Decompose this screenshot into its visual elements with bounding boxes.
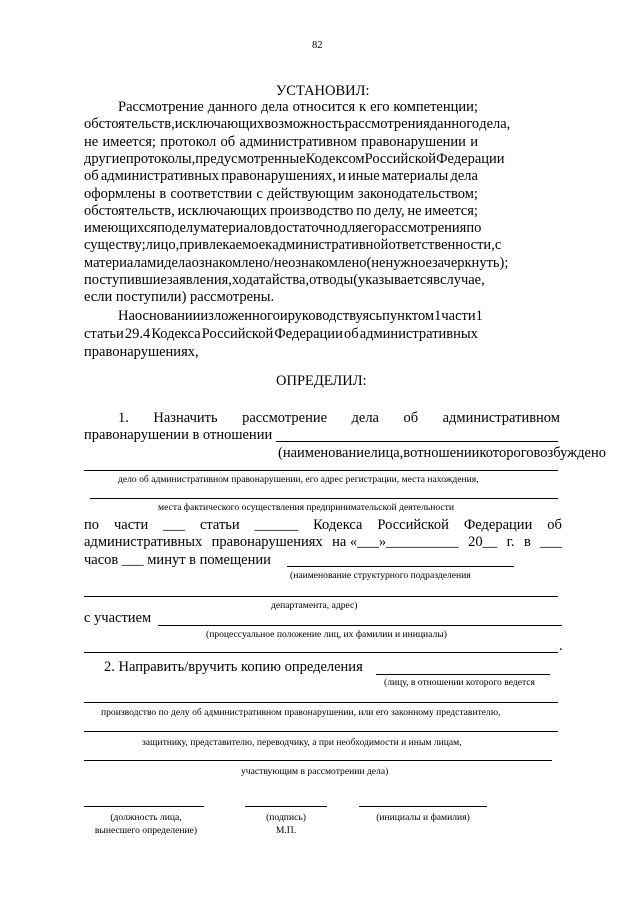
word: рассмотрения — [381, 220, 467, 237]
signature-line-initials — [359, 806, 487, 807]
word: возбуждено — [533, 445, 606, 461]
word: правонарушениях, — [221, 168, 336, 185]
hint-proceedings: производство по делу об административном правонарушении, или его законному представителю, — [101, 707, 501, 718]
word: Российской — [201, 326, 274, 342]
word: и — [279, 308, 288, 324]
word: Федерации — [463, 517, 533, 533]
word: 1 — [475, 308, 483, 324]
word: основании — [134, 308, 201, 324]
word: по — [84, 517, 100, 533]
word: статьи — [84, 326, 124, 342]
hint-person: (лицу, в отношении которого ведется — [384, 677, 535, 688]
word: по — [157, 220, 173, 237]
word: оформлены — [84, 185, 156, 202]
word: протоколы, — [125, 150, 196, 167]
word: исключающих — [174, 116, 265, 133]
paragraph-established-last-line: если поступили) рассмотрены. — [84, 289, 275, 305]
word: об — [403, 410, 419, 426]
item2-text: 2. Направить/вручить копию определения — [104, 659, 363, 675]
word: правонарушениях — [211, 534, 323, 550]
word: отношении — [410, 445, 480, 461]
word: его — [370, 99, 390, 115]
word: и — [338, 168, 346, 185]
page-number: 82 — [312, 40, 323, 51]
word: административных — [100, 168, 220, 185]
fill-line-case — [84, 470, 558, 471]
word: части — [113, 517, 149, 533]
word: не — [407, 202, 422, 219]
word: материалами — [84, 254, 165, 271]
word: административных — [359, 326, 478, 342]
word: существу; — [84, 237, 146, 254]
word: административном — [239, 133, 357, 150]
word: руководствуясь — [287, 308, 383, 324]
word: Федерации — [274, 326, 343, 342]
fill-line-participants-2 — [84, 652, 558, 653]
justified-line — [84, 168, 478, 185]
hint-defender: защитнику, представителю, переводчику, а при необходимости и иным лицам, — [142, 737, 462, 748]
word: дела — [351, 410, 379, 426]
word: (указывается — [353, 272, 434, 288]
fill-line-participating — [84, 760, 552, 761]
word: имеющихся — [84, 220, 158, 237]
word: законодательством; — [357, 185, 478, 202]
word: Кодекса — [151, 326, 201, 342]
hint-unit: (наименование структурного подразделения — [290, 570, 471, 581]
justified-line — [84, 272, 485, 289]
sig-position-label-1: (должность лица, — [110, 812, 182, 823]
justified-line — [84, 203, 478, 220]
word: ___ — [540, 534, 562, 550]
justified-line — [84, 326, 478, 343]
word: исключающих — [177, 202, 268, 219]
word: в — [159, 185, 167, 202]
justified-line — [84, 150, 505, 168]
word: иные — [347, 168, 380, 185]
word: имеется; — [424, 202, 478, 219]
word: предусмотренные — [195, 150, 306, 167]
word: соответствии — [170, 185, 253, 202]
word: производство — [269, 202, 354, 219]
word: зачеркнуть); — [431, 254, 509, 271]
word: правонарушении — [361, 133, 466, 150]
word: рассмотрения — [344, 116, 430, 133]
word: лица, — [370, 445, 404, 461]
word: Кодексом — [305, 150, 365, 167]
fill-line-defender — [84, 731, 558, 732]
word: в — [433, 272, 441, 288]
word: протокол — [160, 133, 217, 150]
word: действующим — [266, 185, 354, 202]
sig-position-label-2: вынесшего определение) — [94, 825, 198, 836]
justified-line — [278, 445, 606, 462]
word: ______ — [254, 517, 299, 533]
justified-line — [84, 517, 562, 534]
word: административных — [84, 534, 203, 550]
word: лицо, — [145, 237, 180, 254]
with-participation-label: с участием — [84, 610, 152, 626]
word: заявления, — [166, 272, 232, 288]
word: ознакомлено — [288, 254, 367, 271]
word: делу — [172, 220, 201, 237]
word: об — [84, 168, 99, 185]
fill-line-participants — [158, 625, 562, 626]
word: Назначить — [153, 410, 218, 426]
hint-dept: департамента, адрес) — [271, 600, 358, 611]
word: случае, — [440, 272, 485, 288]
fill-line-recipient — [376, 674, 550, 675]
word: 1. — [118, 410, 129, 426]
word: дела, — [479, 116, 511, 133]
word: данного — [207, 99, 258, 115]
justified-line — [84, 254, 509, 272]
sig-signature-label: (подпись) — [266, 812, 306, 823]
word: на «___»__________ — [332, 534, 459, 550]
paragraph-basis-last-line: правонарушениях, — [84, 344, 199, 360]
heading-ustanovil: УСТАНОВИЛ: — [276, 83, 370, 99]
justified-line — [84, 186, 478, 203]
line-period: . — [559, 638, 563, 654]
word: другие — [84, 150, 126, 167]
justified-line — [84, 116, 511, 133]
word: дела — [164, 254, 192, 271]
justified-line — [84, 534, 562, 551]
word: обстоятельств, — [84, 202, 175, 219]
word: изложенного — [200, 308, 280, 324]
word: по — [356, 202, 372, 219]
word: с — [256, 185, 263, 202]
justified-line — [118, 99, 478, 116]
word: части — [441, 308, 476, 324]
signature-line-position — [84, 806, 204, 807]
hint-participating: участвующим в рассмотрении дела) — [241, 766, 389, 777]
signature-line-signature — [245, 806, 327, 807]
word: делу, — [374, 202, 405, 219]
word: обстоятельств, — [84, 116, 175, 133]
hint-place: места фактического осуществления предпринимательской деятельности — [158, 502, 454, 513]
word: пунктом — [382, 308, 435, 324]
hint-participants: (процессуальное положение лиц, их фамилии и инициалы) — [206, 629, 447, 640]
word: материалы — [381, 168, 449, 185]
word: административном — [442, 410, 560, 426]
word: Российской — [364, 150, 437, 167]
justified-line — [84, 134, 478, 151]
word: ознакомлено/не — [191, 254, 289, 271]
word: административной — [272, 237, 389, 254]
fill-line-place — [90, 498, 558, 499]
word: ответственности, — [388, 237, 495, 254]
fill-line-proceedings — [84, 702, 558, 703]
word: (ненужное — [366, 254, 432, 271]
fill-line-name — [276, 441, 558, 442]
word: имеется; — [102, 133, 156, 150]
word: ходатайства, — [231, 272, 310, 288]
word: об — [547, 517, 562, 533]
word: по — [466, 220, 482, 237]
word: Российской — [377, 517, 449, 533]
fill-line-room — [287, 566, 514, 567]
word: поступившие — [84, 272, 167, 288]
sig-initials-label: (инициалы и фамилия) — [376, 812, 470, 823]
word: материалов — [200, 220, 272, 237]
word: возможность — [264, 116, 345, 133]
hint-case: дело об административном правонарушении, его адрес регистрации, места нахождения, — [118, 474, 479, 485]
item1-second-line: правонарушении в отношении — [84, 427, 273, 443]
word: в — [523, 534, 531, 550]
word: отводы — [309, 272, 354, 288]
word: Федерации — [436, 150, 505, 167]
word: привлекаемое — [179, 237, 266, 254]
word: г. — [506, 534, 515, 550]
word: которого — [479, 445, 534, 461]
word: об — [343, 326, 359, 342]
justified-line — [84, 237, 502, 254]
heading-opredelil: ОПРЕДЕЛИЛ: — [276, 373, 367, 389]
word: с — [494, 237, 502, 254]
word: 20__ — [468, 534, 498, 550]
word: статьи — [199, 517, 240, 533]
word: дела — [261, 99, 289, 115]
sig-stamp-label: М.П. — [275, 825, 297, 836]
word: 29.4 — [124, 326, 151, 342]
word: компетенции; — [393, 99, 478, 115]
word: к — [265, 237, 273, 254]
word: к — [359, 99, 367, 115]
hours-text: часов ___ минут в помещении — [84, 552, 271, 568]
word: об — [220, 133, 236, 150]
word: достаточно — [271, 220, 341, 237]
word: (наименование — [278, 445, 371, 461]
word: его — [361, 220, 382, 237]
word: ___ — [163, 517, 185, 533]
word: не — [84, 133, 99, 150]
word: На — [118, 308, 135, 324]
word: в — [403, 445, 411, 461]
justified-line — [84, 220, 482, 237]
word: данного — [429, 116, 480, 133]
word: Кодекса — [313, 517, 363, 533]
fill-line-dept — [84, 596, 558, 597]
word: рассмотрение — [242, 410, 328, 426]
word: и — [470, 133, 478, 150]
justified-line — [118, 308, 483, 325]
word: Рассмотрение — [118, 99, 204, 115]
justified-line — [118, 410, 560, 427]
word: 1 — [434, 308, 442, 324]
word: для — [340, 220, 362, 237]
word: дела — [450, 168, 478, 185]
word: относится — [292, 99, 356, 115]
